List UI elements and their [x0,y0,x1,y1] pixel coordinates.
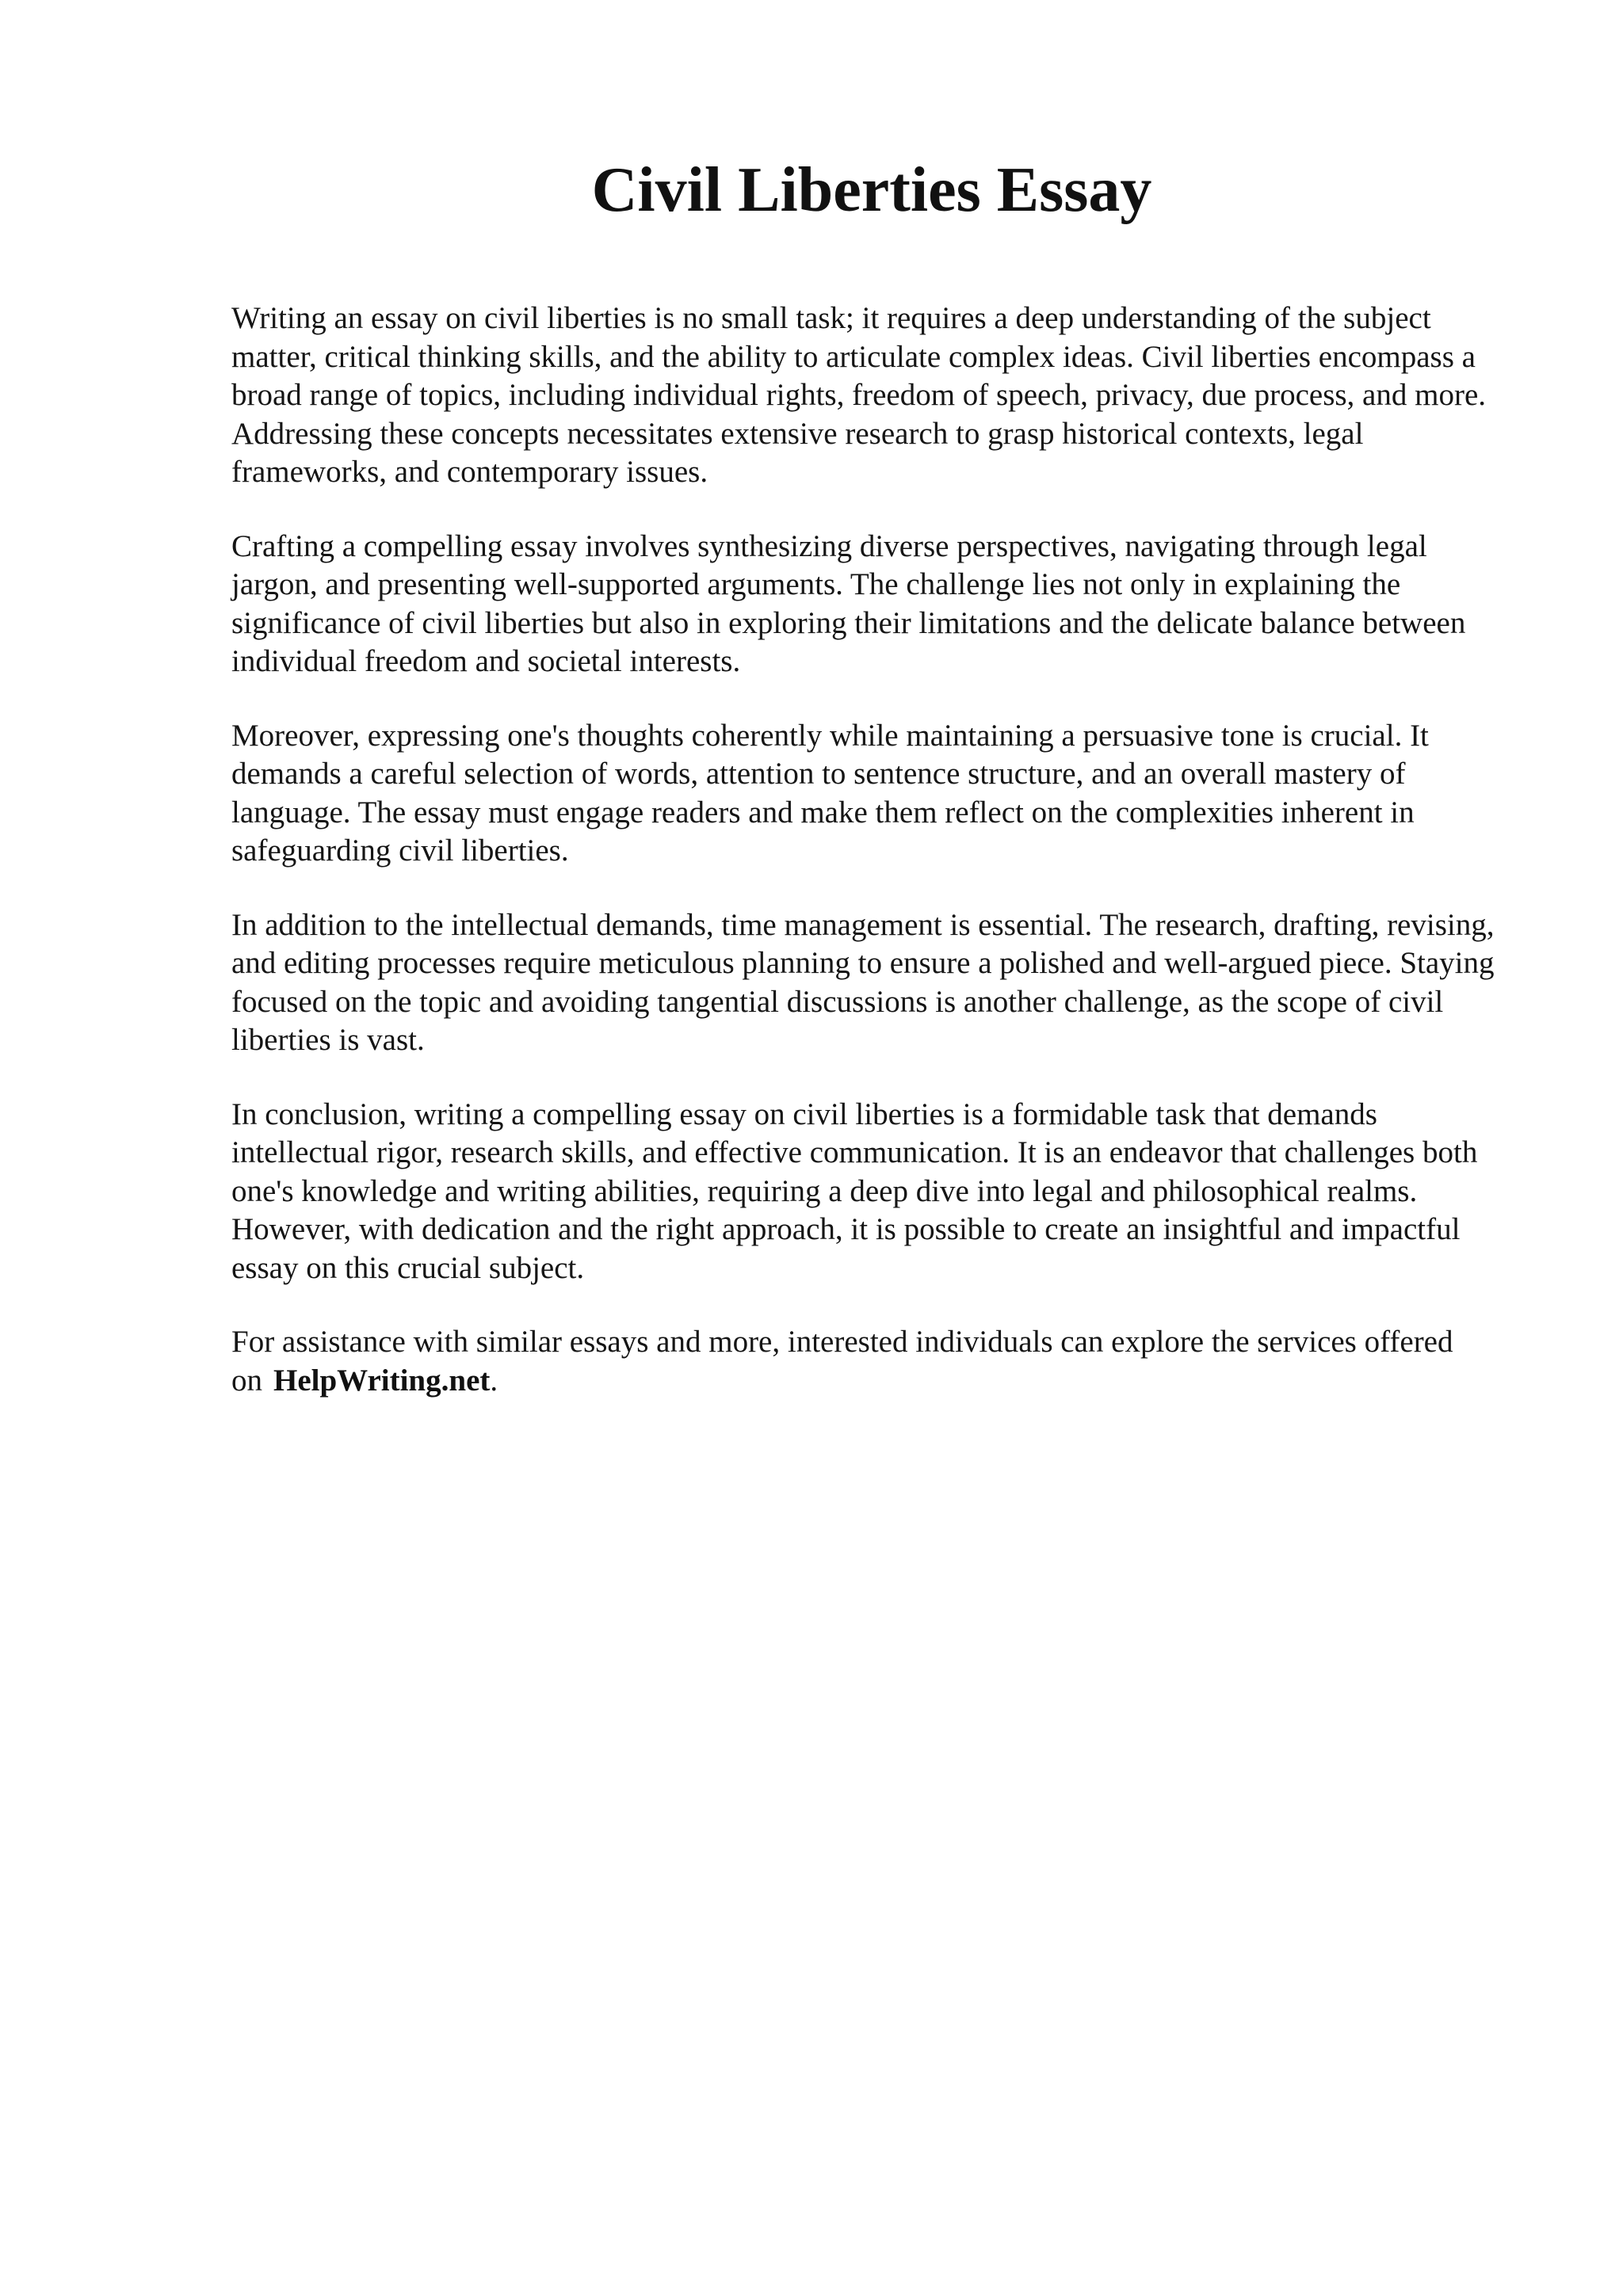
closing-text: For assistance with similar essays and more, interested individuals can explore the services offered on [231,1325,1453,1398]
paragraph-time-management: In addition to the intellectual demands, time management is essential. The research, drafting, revising, and editing processes require meticulous planning to ensure a polished and well-argued piece. Staying focused on the topic and avoiding tangential discussions is another challenge, as the scope of civil liberties is vast. [231,907,1495,1057]
paragraph-intro: Writing an essay on civil liberties is no small task; it requires a deep understanding of the subject matter, critical thinking skills, and the ability to articulate complex ideas. Civil liberties encompass a broad range of topics, including individual rights, freedom of speech, privacy, due process, and more. Addressing these concepts necessitates extensive research to grasp historical contexts, legal frameworks, and contemporary issues. [231,301,1487,489]
document-body [231,299,1520,1436]
paragraph-crafting: Crafting a compelling essay involves synthesizing diverse perspectives, navigating through legal jargon, and presenting well-supported arguments. The challenge lies not only in explaining the significance of civil liberties but also in exploring their limitations and the delicate balance between individual freedom and societal interests. [231,528,1466,678]
closing-period: . [490,1363,498,1398]
helpwriting-link[interactable]: HelpWriting.net [273,1363,491,1398]
paragraph-expression: Moreover, expressing one's thoughts coherently while maintaining a persuasive tone is crucial. It demands a careful selection of words, attention to sentence structure, and an overall mastery of language. The essay must engage readers and make them reflect on the complexities inherent in safeguarding civil liberties. [231,718,1429,868]
paragraph-closing [231,1323,1520,1400]
paragraph-conclusion: In conclusion, writing a compelling essay on civil liberties is a formidable task that demands intellectual rigor, research skills, and effective communication. It is an endeavor that challenges both one's knowledge and writing abilities, requiring a deep dive into legal and philosophical realms. However, with dedication and the right approach, it is possible to create an insightful and impactful essay on this crucial subject. [231,1097,1478,1285]
document-title: Civil Liberties Essay [591,155,1152,225]
